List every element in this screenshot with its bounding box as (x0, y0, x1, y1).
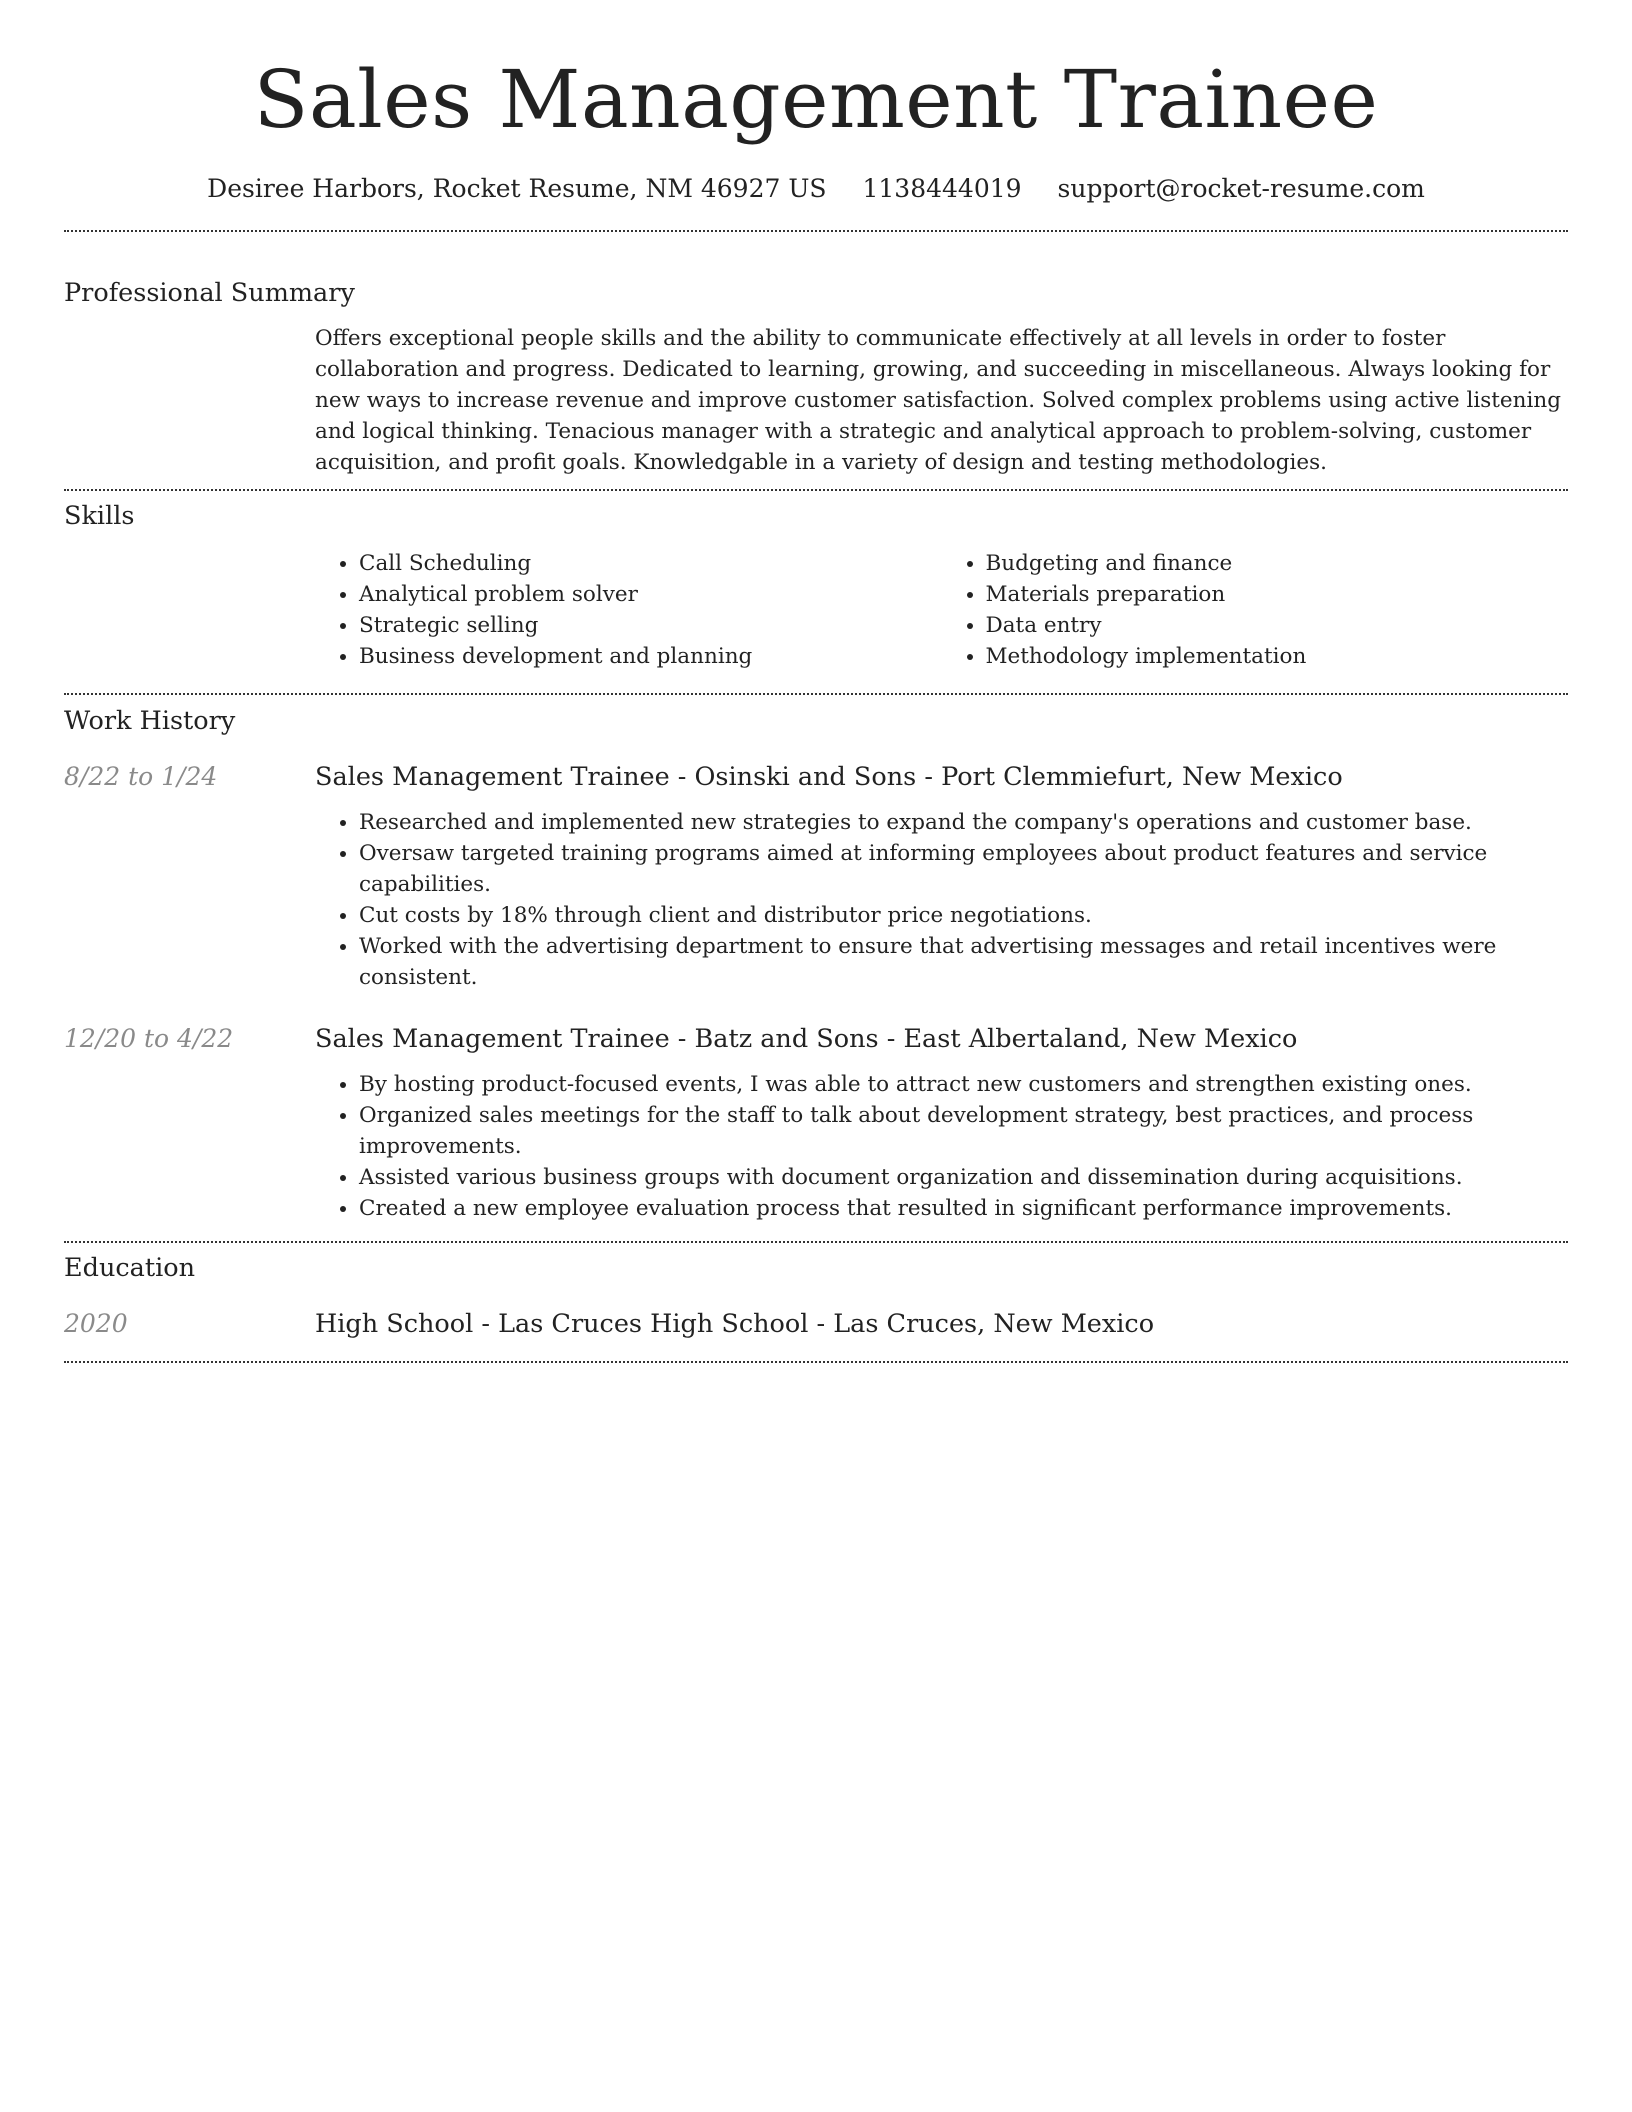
section-heading-education: Education (64, 1253, 196, 1283)
job-bullet: • Assisted various business groups with document organization and dissemination during acquisitions. (359, 1162, 1568, 1193)
job-bullets (315, 807, 1568, 993)
divider (64, 693, 1568, 695)
job-bullet: • Cut costs by 18% through client and distributor price negotiations. (359, 900, 1568, 931)
job-title: Sales Management Trainee (315, 1024, 670, 1054)
section-heading-work: Work History (64, 706, 236, 736)
skill-item: • Analytical problem solver (359, 579, 942, 610)
section-heading-summary: Professional Summary (64, 278, 355, 308)
skill-item: • Strategic selling (359, 610, 942, 641)
job-dates: 12/20 to 4/22 (64, 1024, 234, 1053)
skills-column-left (315, 548, 942, 672)
resume-title: Sales Management Trainee (253, 53, 1379, 146)
skill-item: • Methodology implementation (986, 641, 1569, 672)
job-company: - Osinski and Sons - Port Clemmiefurt, New Mexico (669, 762, 1343, 792)
job-bullet: • By hosting product-focused events, I was able to attract new customers and strengthen existing ones. (359, 1069, 1568, 1100)
job-heading (315, 760, 1343, 794)
job-header (64, 760, 1568, 794)
divider (64, 230, 1568, 232)
education-school: - Las Cruces High School - Las Cruces, New Mexico (473, 1309, 1155, 1339)
job-bullet: • Worked with the advertising department to ensure that advertising messages and retail incentives were consistent. (359, 931, 1568, 993)
job-bullet: • Researched and implemented new strategies to expand the company's operations and customer base. (359, 807, 1568, 838)
job-entry (64, 1022, 1568, 1224)
skill-item: • Business development and planning (359, 641, 942, 672)
contact-line (64, 172, 1568, 206)
job-title: Sales Management Trainee (315, 762, 670, 792)
contact-address: Desiree Harbors, Rocket Resume, NM 46927 US (207, 174, 827, 203)
job-dates: 8/22 to 1/24 (64, 762, 218, 791)
skill-item: • Materials preparation (986, 579, 1569, 610)
job-bullets (315, 1069, 1568, 1224)
skills-column-right (942, 548, 1569, 672)
divider (64, 1241, 1568, 1243)
skill-item: • Data entry (986, 610, 1569, 641)
job-bullet: • Organized sales meetings for the staff to talk about development strategy, best practices, and process improvements. (359, 1100, 1568, 1162)
job-bullet: • Oversaw targeted training programs aimed at informing employees about product features and service capabilities. (359, 838, 1568, 900)
contact-email: support@rocket-resume.com (1057, 174, 1425, 203)
divider (64, 489, 1568, 491)
job-company: - Batz and Sons - East Albertaland, New Mexico (669, 1024, 1298, 1054)
job-header (64, 1022, 1568, 1056)
education-degree: High School (315, 1309, 474, 1339)
education-year: 2020 (64, 1309, 128, 1338)
skill-item: • Budgeting and finance (986, 548, 1569, 579)
job-heading (315, 1022, 1297, 1056)
summary-text: Offers exceptional people skills and the ability to communicate effectively at all levels in order to foster collaboration and progress. Dedicated to learning, growing, and succeeding in miscellaneous. Always looking for new ways to increase revenue and improve customer satisfaction. Solved complex problems using active listening and logical thinking. Tenacious manager with a strategic and analytical approach to problem-solving, customer acquisition, and profit goals. Knowledgable in a variety of design and testing methodologies. (315, 326, 1561, 475)
job-entry (64, 760, 1568, 993)
section-heading-skills: Skills (64, 501, 135, 531)
contact-phone: 1138444019 (862, 174, 1022, 203)
divider (64, 1361, 1568, 1363)
job-bullet: • Created a new employee evaluation process that resulted in significant performance improvements. (359, 1193, 1568, 1224)
skills-list (315, 548, 1568, 672)
education-entry (64, 1307, 1568, 1341)
skill-item: • Call Scheduling (359, 548, 942, 579)
education-heading (315, 1307, 1154, 1341)
resume-page (64, 0, 1568, 1363)
